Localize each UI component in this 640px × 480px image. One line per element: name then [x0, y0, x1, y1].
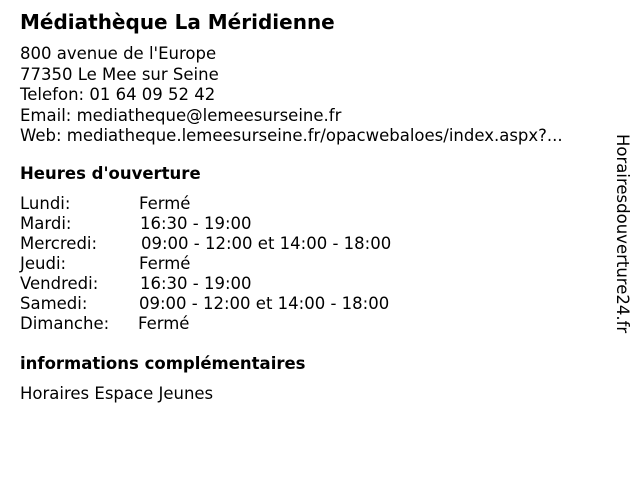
watermark: [612, 134, 632, 370]
day-hours: 09:00 - 12:00 et 14:00 - 18:00: [141, 234, 392, 253]
city-line: 77350 Le Mee sur Seine: [20, 64, 219, 84]
watermark-text: Horairesdouverture24.fr: [613, 134, 632, 334]
day-hours: Fermé: [139, 194, 191, 213]
day-hours: Fermé: [138, 314, 190, 333]
day-hours: 16:30 - 19:00: [140, 274, 252, 293]
day-label: Vendredi:: [20, 274, 99, 293]
page-title: Médiathèque La Méridienne: [20, 10, 335, 34]
web-line: Web: mediatheque.lemeesurseine.fr/opacwebaloes/index.aspx?...: [20, 126, 563, 145]
street-line: 800 avenue de l'Europe: [20, 44, 217, 63]
day-hours: Fermé: [139, 254, 191, 273]
email-line: Email: mediatheque@lemeesurseine.fr: [20, 105, 342, 125]
day-label: Dimanche:: [20, 314, 110, 333]
hours-heading: Heures d'ouverture: [20, 164, 201, 183]
info-heading: informations complémentaires: [20, 354, 306, 373]
phone-line: Telefon: 01 64 09 52 42: [20, 85, 216, 104]
address-block: [20, 44, 563, 147]
day-label: Jeudi:: [20, 254, 67, 273]
day-label: Lundi:: [20, 194, 71, 213]
info-text: Horaires Espace Jeunes: [20, 384, 214, 403]
day-hours: 09:00 - 12:00 et 14:00 - 18:00: [139, 294, 390, 313]
day-hours: 16:30 - 19:00: [140, 214, 252, 233]
day-label: Mardi:: [20, 214, 72, 233]
day-label: Mercredi:: [20, 234, 98, 253]
day-label: Samedi:: [20, 294, 88, 313]
